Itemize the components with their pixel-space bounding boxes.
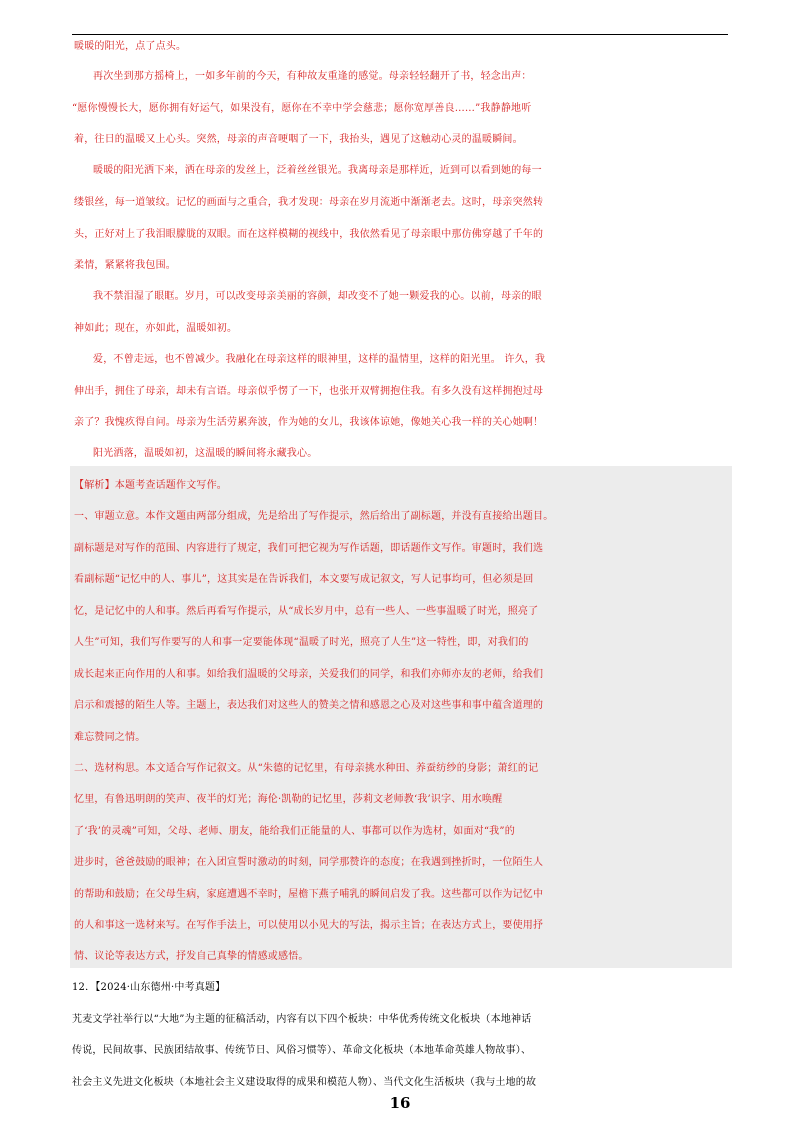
essay-line: 神如此；现在，亦如此，温暖如初。 [74, 323, 238, 334]
essay-line: 我不禁泪湿了眼眶。岁月，可以改变母亲美丽的容颜，却改变不了她一颗爱我的心。以前，母亲的眼 [93, 291, 542, 302]
essay-line: 暖暖的阳光洒下来，洒在母亲的发丝上，泛着丝丝银光。我离母亲是那样近，近到可以看到她的每一 [93, 165, 542, 176]
analysis-line: 的帮助和鼓励；在父母生病，家庭遭遇不幸时，屋檐下燕子哺乳的瞬间启发了我。这些都可以作为记忆中 [74, 889, 544, 900]
essay-line: 缕银丝，每一道皱纹。记忆的画面与之重合，我才发现：母亲在岁月流逝中渐渐老去。这时，母亲突然转 [74, 197, 544, 208]
essay-line: 再次坐到那方摇椅上，一如多年前的今天，有种故友重逢的感觉。母亲轻轻翻开了书，轻念出声： [93, 71, 532, 82]
question-line: 艽麦文学社举行以“大地”为主题的征稿活动，内容有以下四个板块：中华优秀传统文化板块（本地神话 [72, 1014, 532, 1025]
essay-line: 阳光洒落，温暖如初，这温暖的瞬间将永藏我心。 [93, 448, 318, 459]
analysis-line: 副标题是对写作的范围、内容进行了规定，我们可把它视为写作话题，即话题作文写作。审题时，我们选 [74, 543, 544, 554]
analysis-line: 的人和事这一选材来写。在写作手法上，可以使用以小见大的写法，揭示主旨；在表达方式上，要使用抒 [74, 920, 544, 931]
analysis-line: 忆里，有鲁迅明朗的笑声、夜半的灯光；海伦·凯勒的记忆里，莎莉文老师教‘我’识字、用水唤醒 [74, 794, 503, 805]
analysis-line: 情、议论等表达方式，抒发自己真挚的情感或感悟。 [74, 951, 309, 962]
analysis-line: 了‘我’的灵魂”可知，父母、老师、朋友，能给我们正能量的人、事都可以作为选材，如面对“我”的 [74, 826, 515, 837]
question-heading: 12．【2024·山东德州·中考真题】 [72, 982, 226, 993]
essay-line: 头，正好对上了我泪眼朦胧的双眼。而在这样模糊的视线中，我依然看见了母亲眼中那仿佛穿越了千年的 [74, 229, 544, 240]
analysis-line: 一、审题立意。本作文题由两部分组成，先是给出了写作提示，然后给出了副标题，并没有直接给出题目。 [74, 511, 554, 522]
essay-line: 伸出手，拥住了母亲，却未有言语。母亲似乎愣了一下，也张开双臂拥抱住我。有多久没有这样拥抱过母 [74, 386, 544, 397]
analysis-line: 启示和震撼的陌生人等。主题上，表达我们对这些人的赞美之情和感恩之心及对这些事和事中蕴含道理的 [74, 700, 544, 711]
analysis-line: 看副标题“记忆中的人、事儿”，这其实是在告诉我们，本文要写成记叙文，写人记事均可，但必须是回 [74, 574, 534, 585]
essay-line: “愿你慢慢长大，愿你拥有好运气，如果没有，愿你在不幸中学会慈悲；愿你宽厚善良……”我静静地听 [72, 103, 532, 114]
analysis-heading: 【解析】本题考查话题作文写作。 [74, 480, 227, 491]
analysis-line: 难忘赞同之情。 [74, 732, 146, 743]
analysis-line: 进步时，爸爸鼓励的眼神；在入团宣誓时激动的时刻，同学那赞许的态度；在我遇到挫折时，一位陌生人 [74, 857, 544, 868]
header-rule [72, 34, 728, 35]
essay-line: 爱，不曾走远，也不曾减少。我融化在母亲这样的眼神里，这样的温情里，这样的阳光里。 许久，我 [93, 354, 546, 365]
analysis-line: 人生”可知，我们写作要写的人和事一定要能体现“温暖了时光，照亮了人生”这一特性，即，对我们的 [74, 637, 529, 648]
analysis-line: 二、选材构思。本文适合写作记叙文。从“朱德的记忆里，有母亲挑水种田、养蚕纺纱的身影；萧红的记 [74, 763, 539, 774]
page-number: 16 [389, 1094, 411, 1112]
question-line: 传说，民间故事、民族团结故事、传统节日、风俗习惯等）、革命文化板块（本地革命英雄人物故事）、 [72, 1045, 532, 1056]
question-line: 社会主义先进文化板块（本地社会主义建设取得的成果和模范人物）、当代文化生活板块（我与土地的故 [72, 1077, 537, 1088]
essay-line: 暖暖的阳光，点了点头。 [74, 41, 187, 52]
analysis-line: 成长起来正向作用的人和事。如给我们温暖的父母亲，关爱我们的同学，和我们亦师亦友的老师，给我们 [74, 669, 544, 680]
essay-line: 柔情，紧紧将我包围。 [74, 260, 176, 271]
analysis-line: 忆，是记忆中的人和事。然后再看写作提示，从“成长岁月中，总有一些人、一些事温暖了时光，照亮了 [74, 606, 539, 617]
essay-line: 亲了？我愧疚得自问。母亲为生活劳累奔波，作为她的女儿，我该体谅她，像她关心我一样的关心她啊！ [74, 417, 544, 428]
essay-line: 着，往日的温暖又上心头。突然，母亲的声音哽咽了一下，我抬头，遇见了这触动心灵的温暖瞬间。 [74, 134, 523, 145]
